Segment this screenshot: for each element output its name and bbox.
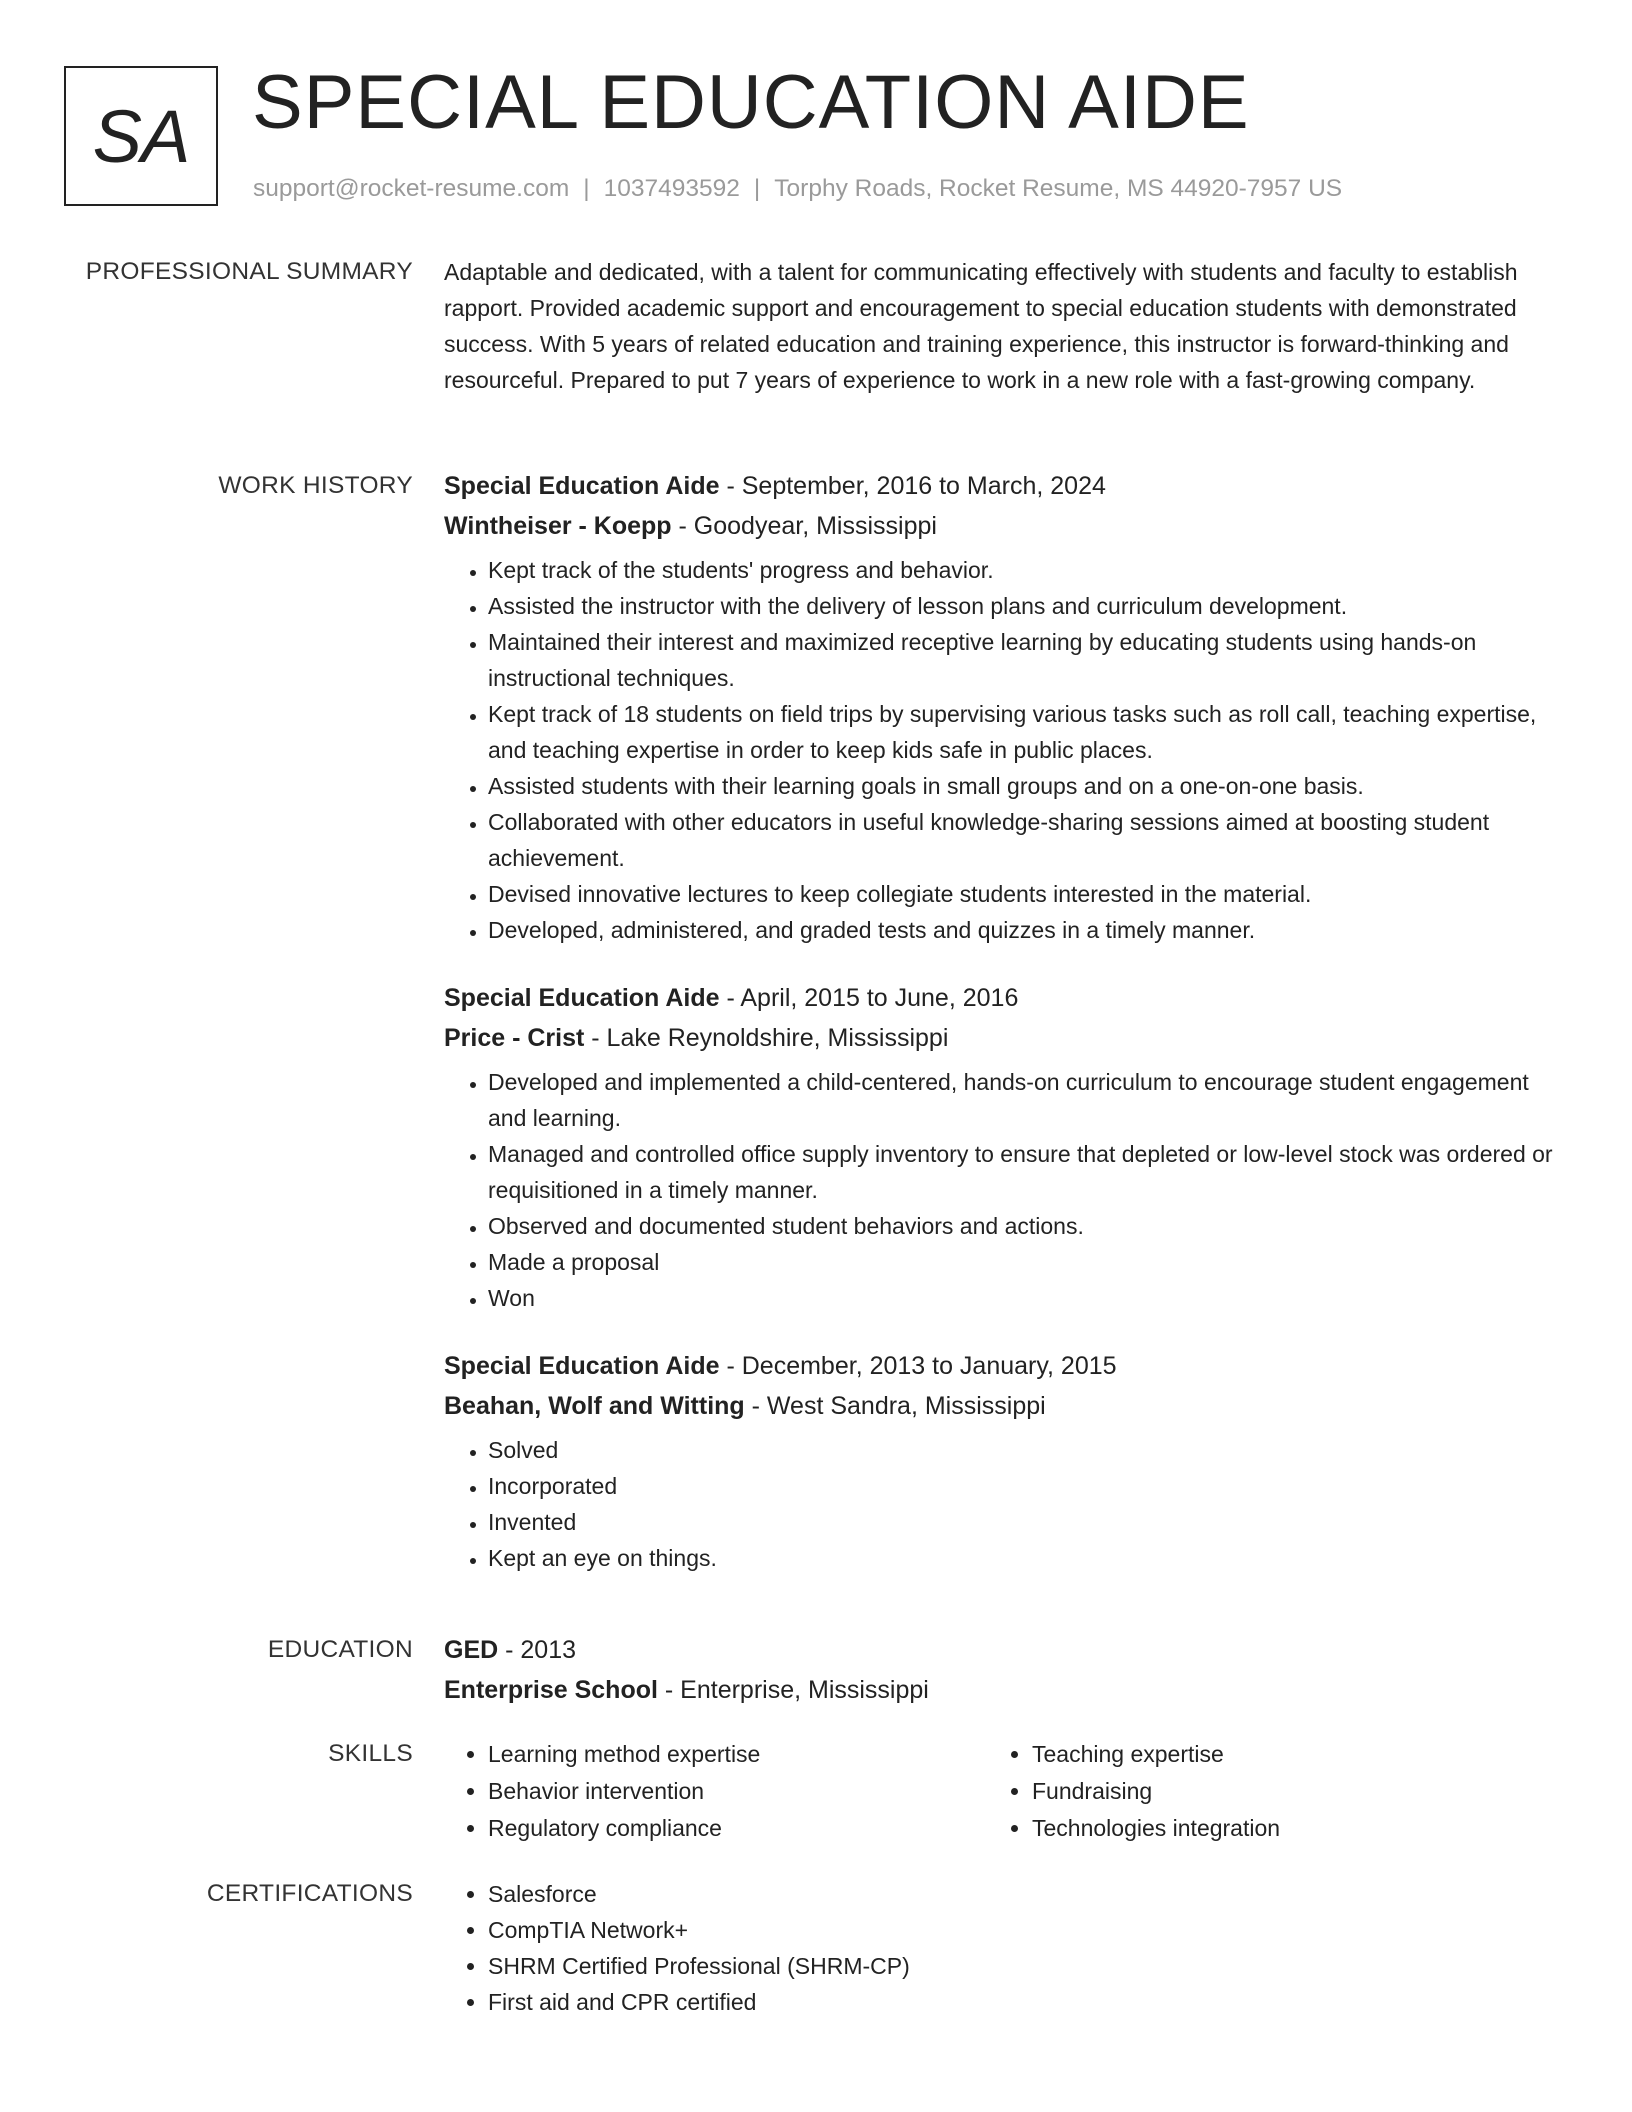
monogram-badge: SA [64,66,218,206]
job-company: Beahan, Wolf and Witting [444,1392,745,1420]
education-year: - 2013 [498,1636,577,1664]
job-bullet: • Developed and implemented a child-centered, hands-on curriculum to encourage student engagement and learning. [488,1064,1564,1136]
skills-heading: SKILLS [328,1740,413,1767]
education-degree-line [444,1630,1564,1670]
job-bullet: • Devised innovative lectures to keep collegiate students interested in the material. [488,876,1564,912]
education-school-line [444,1670,1564,1710]
job-dates: - April, 2015 to June, 2016 [719,984,1019,1012]
job-bullet: • Observed and documented student behaviors and actions. [488,1208,1564,1244]
skill-item: • Learning method expertise [488,1736,988,1773]
summary-heading: PROFESSIONAL SUMMARY [85,258,413,285]
education-location: - Enterprise, Mississippi [657,1676,929,1704]
skill-item: • Behavior intervention [488,1773,988,1810]
job-bullet: • Kept track of 18 students on field trips by supervising various tasks such as roll call, teaching expertise, and teaching expertise in order to keep kids safe in public places. [488,696,1564,768]
job-bullet: • Kept an eye on things. [488,1540,1564,1576]
job-bullet: • Invented [488,1504,1564,1540]
job-title-line [444,1346,1564,1386]
job-entry [444,1346,1564,1576]
job-title-line [444,466,1564,506]
skills-column-left [444,1736,988,1847]
job-bullet-list [444,1064,1564,1316]
contact-separator: | [583,175,590,202]
job-title-line [444,978,1564,1018]
job-bullet: • Assisted students with their learning goals in small groups and on a one-on-one basis. [488,768,1564,804]
job-bullet: • Managed and controlled office supply inventory to ensure that depleted or low-level stock was ordered or requisitioned in a timely manner. [488,1136,1564,1208]
contact-address: Torphy Roads, Rocket Resume, MS 44920-7957 US [774,175,1343,202]
job-company: Price - Crist [444,1024,585,1052]
job-bullet: • Collaborated with other educators in useful knowledge-sharing sessions aimed at boosting student achievement. [488,804,1564,876]
job-title: Special Education Aide [444,1352,720,1380]
job-location: - Lake Reynoldshire, Mississippi [584,1024,949,1052]
job-dates: - December, 2013 to January, 2015 [719,1352,1117,1380]
certification-item: • SHRM Certified Professional (SHRM-CP) [488,1948,1564,1984]
education-heading: EDUCATION [267,1636,413,1663]
job-bullet: • Won [488,1280,1564,1316]
job-company: Wintheiser - Koepp [444,512,672,540]
job-entry [444,978,1564,1316]
job-company-line [444,506,1564,546]
education-degree: GED [444,1636,499,1664]
job-location: - West Sandra, Mississippi [744,1392,1046,1420]
job-bullet: • Developed, administered, and graded tests and quizzes in a timely manner. [488,912,1564,948]
job-entry [444,466,1564,948]
job-company-line [444,1018,1564,1058]
skill-item: • Fundraising [1032,1773,1532,1810]
contact-phone[interactable]: 1037493592 [603,175,740,202]
job-dates: - September, 2016 to March, 2024 [719,472,1106,500]
job-bullet: • Solved [488,1432,1564,1468]
job-bullet: • Kept track of the students' progress and behavior. [488,552,1564,588]
skill-item: • Teaching expertise [1032,1736,1532,1773]
job-bullet: • Incorporated [488,1468,1564,1504]
certifications-heading: CERTIFICATIONS [206,1880,413,1907]
education-school: Enterprise School [444,1676,658,1704]
skill-item: • Technologies integration [1032,1810,1532,1847]
contact-line [253,174,1342,204]
resume-title: SPECIAL EDUCATION AIDE [252,60,1250,145]
summary-text: Adaptable and dedicated, with a talent for communicating effectively with students and faculty to establish rapport. Provided academic support and encouragement to special education students with demonstrated success. With 5 years of related education and training experience, this instructor is forward-thinking and resourceful. Prepared to put 7 years of experience to work in a new role with a fast-growing company. [444,259,1518,393]
job-title: Special Education Aide [444,472,720,500]
job-bullet-list [444,1432,1564,1576]
skills-column-right [988,1736,1532,1847]
contact-separator: | [753,175,761,202]
skill-item: • Regulatory compliance [488,1810,988,1847]
contact-email[interactable]: support@rocket-resume.com [253,175,570,202]
job-bullet: • Assisted the instructor with the delivery of lesson plans and curriculum development. [488,588,1564,624]
job-title: Special Education Aide [444,984,720,1012]
job-bullet: • Made a proposal [488,1244,1564,1280]
job-company-line [444,1386,1564,1426]
job-bullet-list [444,552,1564,948]
certifications-list [444,1876,1564,2020]
certification-item: • CompTIA Network+ [488,1912,1564,1948]
certification-item: • First aid and CPR certified [488,1984,1564,2020]
job-bullet: • Maintained their interest and maximized receptive learning by educating students using hands-on instructional techniques. [488,624,1564,696]
job-location: - Goodyear, Mississippi [671,512,937,540]
skills-grid [444,1736,1564,1847]
certification-item: • Salesforce [488,1876,1564,1912]
work-history-heading: WORK HISTORY [218,472,413,499]
